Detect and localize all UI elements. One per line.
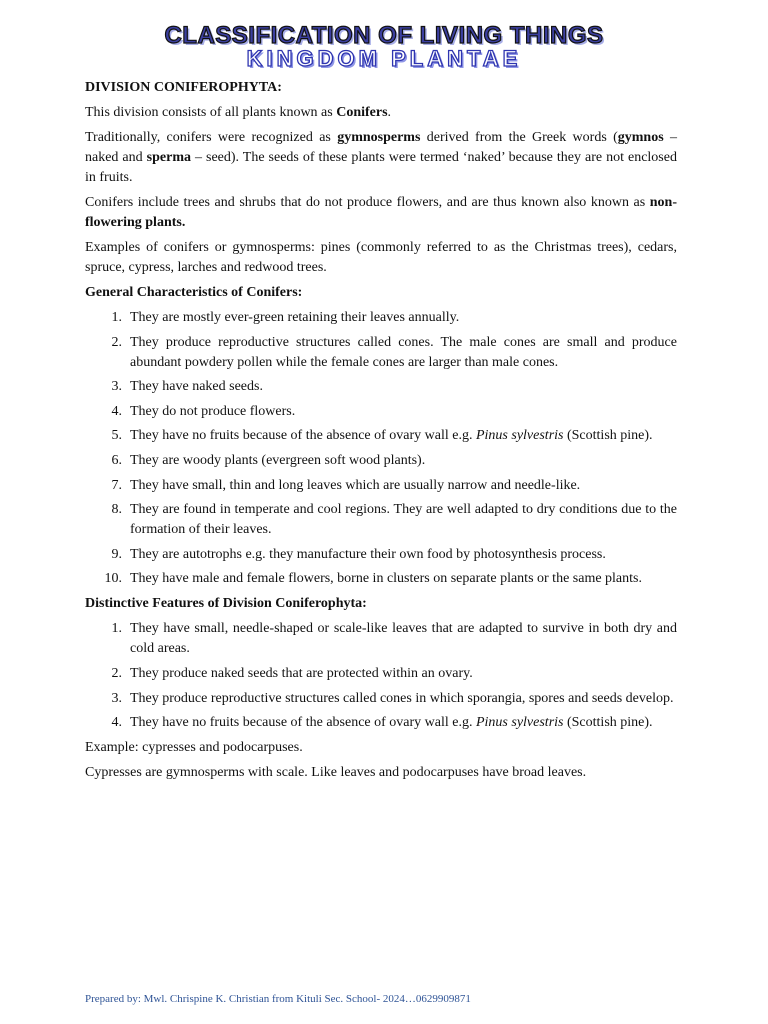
list-item — [85, 426, 677, 446]
list-item-number: 8. — [111, 502, 122, 518]
text-run: They are woody plants (evergreen soft wood plants). — [130, 452, 426, 468]
general-characteristics-heading: General Characteristics of Conifers: — [85, 285, 303, 300]
text-run: (Scottish pine). — [563, 715, 653, 731]
text-run: (Scottish pine). — [563, 428, 653, 444]
text-run: Examples of conifers or gymnosperms: pines (commonly referred to as the Christmas trees), cedars, spruce, cypress, larches and redwood trees. — [85, 240, 677, 275]
page-footer: Prepared by: Mwl. Chrispine K. Christian from Kituli Sec. School- 2024…0629909871 — [85, 993, 471, 1005]
list-item-number: 4. — [111, 715, 122, 731]
intro-paragraph — [85, 128, 677, 188]
text-run: They have small, thin and long leaves which are usually narrow and needle-like. — [130, 477, 581, 493]
text-run: They produce reproductive structures called cones. The male cones are small and produce abundant powdery pollen while the female cones are larger than male cones. — [130, 334, 677, 370]
distinctive-features-heading: Distinctive Features of Division Coniferophyta: — [85, 596, 367, 612]
list-item-number: 10. — [104, 571, 122, 587]
list-item — [85, 476, 677, 496]
text-run: They have small, needle-shaped or scale-like leaves that are adapted to survive in both dry and cold areas. — [130, 621, 677, 657]
text-run: They do not produce flowers. — [130, 403, 296, 419]
distinctive-features-list — [85, 619, 677, 733]
document-body — [85, 78, 677, 788]
intro-paragraphs — [85, 103, 677, 278]
list-item — [85, 545, 677, 565]
text-run: They produce reproductive structures called cones in which sporangia, spores and seeds develop. — [130, 690, 674, 706]
cypress-note-paragraph: Cypresses are gymnosperms with scale. Like leaves and podocarpuses have broad leaves. — [85, 765, 587, 781]
list-item-number: 1. — [111, 310, 122, 325]
intro-paragraph — [85, 193, 677, 233]
list-item-number: 9. — [111, 546, 122, 562]
text-run: They produce naked seeds that are protected within an ovary. — [130, 665, 473, 681]
text-run: – naked and — [85, 130, 677, 165]
list-item-number: 4. — [111, 403, 122, 419]
bold-text: Conifers — [336, 105, 388, 120]
text-run: They have no fruits because of the absence of ovary wall e.g. — [130, 715, 476, 731]
list-item — [85, 333, 677, 373]
list-item — [85, 451, 677, 471]
list-item — [85, 664, 677, 684]
list-item — [85, 500, 677, 540]
list-item-number: 2. — [111, 334, 122, 350]
list-item-number: 7. — [111, 477, 122, 493]
list-item-number: 2. — [111, 665, 122, 681]
list-item — [85, 619, 677, 659]
intro-paragraph — [85, 103, 677, 123]
list-item-number: 1. — [111, 621, 122, 637]
list-item-number: 3. — [111, 690, 122, 706]
text-run: This division consists of all plants known as — [85, 105, 337, 120]
bold-text: gymnosperms — [337, 130, 421, 145]
list-item — [85, 402, 677, 422]
bold-text: gymnos — [617, 130, 664, 145]
banner-title: CLASSIFICATION OF LIVING THINGS — [164, 22, 604, 49]
list-item — [85, 308, 677, 328]
text-run: They are found in temperate and cool regions. They are well adapted to dry conditions due to the formation of their leaves. — [130, 502, 677, 538]
list-item — [85, 689, 677, 709]
bold-text: non-flowering plants. — [85, 195, 677, 230]
italic-text: Pinus sylvestris — [475, 428, 564, 444]
text-run: Traditionally, conifers were recognized as — [85, 130, 338, 145]
banner-subtitle: KINGDOM PLANTAE — [246, 46, 522, 71]
list-item-number: 6. — [111, 452, 122, 468]
list-item — [85, 569, 677, 589]
list-item-number: 3. — [111, 379, 122, 395]
section-heading: DIVISION CONIFEROPHYTA: — [85, 80, 282, 95]
page-banner — [0, 22, 768, 70]
text-run: Conifers include trees and shrubs that do not produce flowers, and are thus known also known as — [85, 195, 650, 210]
example-paragraph: Example: cypresses and podocarpuses. — [85, 740, 303, 756]
italic-text: Pinus sylvestris — [475, 715, 564, 731]
text-run: – seed). The seeds of these plants were termed ‘naked’ because they are not enclosed in fruits. — [85, 150, 677, 185]
text-run: They have no fruits because of the absence of ovary wall e.g. — [130, 428, 476, 444]
list-item — [85, 377, 677, 397]
intro-paragraph — [85, 238, 677, 278]
text-run: They are mostly ever-green retaining their leaves annually. — [130, 310, 460, 325]
list-item-number: 5. — [111, 428, 122, 444]
text-run: . — [387, 105, 392, 120]
text-run: They are autotrophs e.g. they manufacture their own food by photosynthesis process. — [130, 546, 606, 562]
text-run: They have naked seeds. — [130, 379, 263, 395]
text-run: They have male and female flowers, borne in clusters on separate plants or the same plants. — [130, 571, 642, 587]
general-characteristics-list — [85, 308, 677, 589]
bold-text: sperma — [146, 150, 191, 165]
list-item — [85, 713, 677, 733]
text-run: derived from the Greek words ( — [420, 130, 618, 145]
